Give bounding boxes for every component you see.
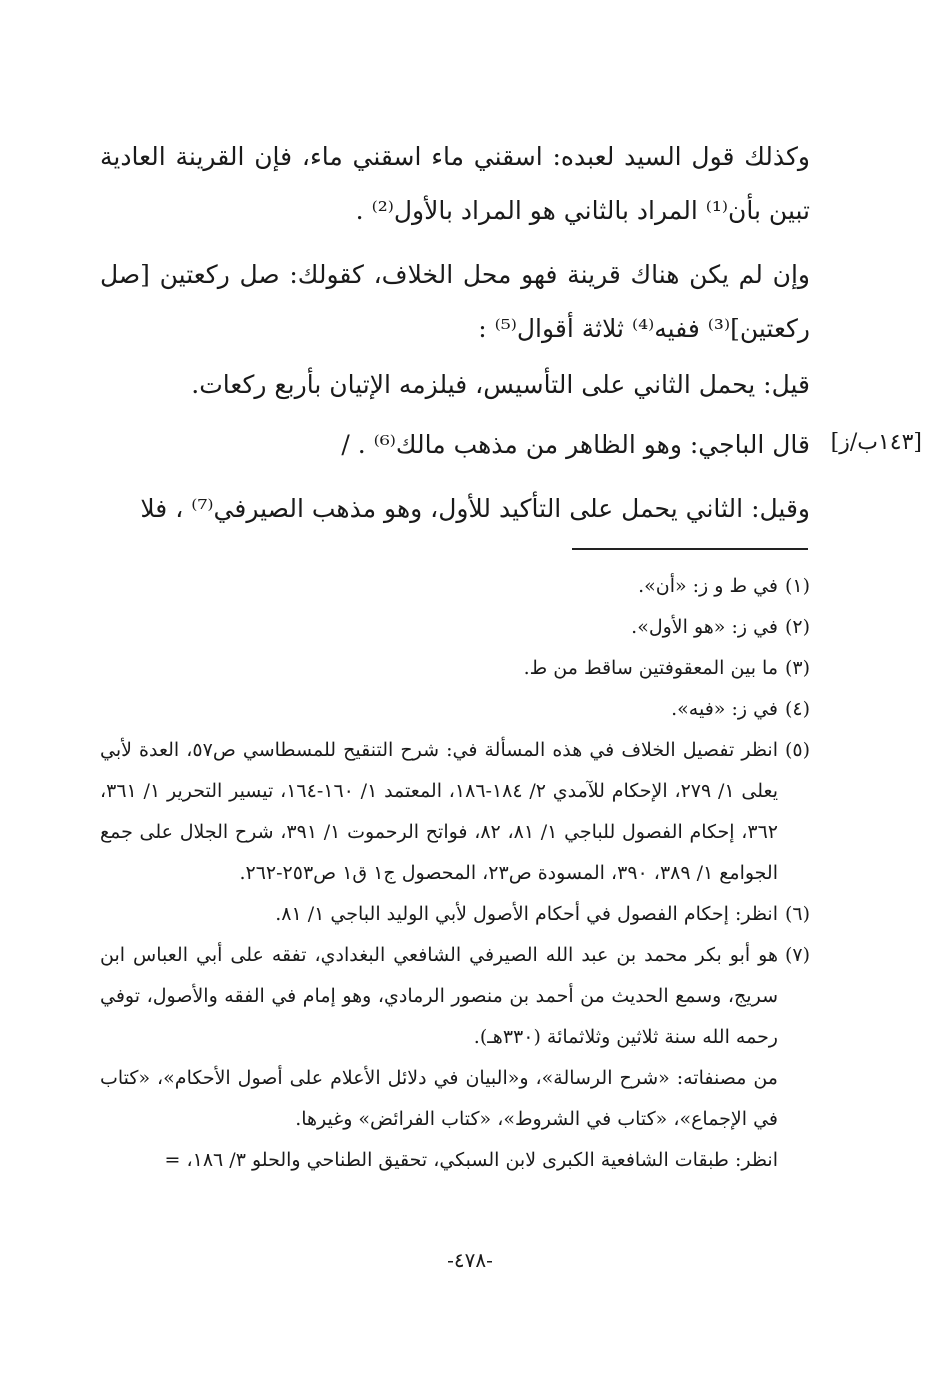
footnote	[100, 730, 810, 894]
footnote-number: (٥)	[784, 739, 810, 761]
footnote-continuation: من مصنفاته: «شرح الرسالة»، و«البيان في دلائل الأعلام على أصول الأحكام»، «كتاب في الإجماع»، «كتاب في الشروط»، «كتاب الفرائض» وغيرها.	[100, 1067, 778, 1130]
main-paragraph-2	[100, 248, 865, 356]
main-paragraph-2-text: وإن لم يكن هناك قرينة فهو محل الخلاف، كقولك: صل ركعتين [صل ركعتين]⁽³⁾ ففيه⁽⁴⁾ ثلاثة أقوال⁽⁵⁾ :	[100, 260, 810, 343]
footnote-number: (١)	[784, 575, 810, 597]
footnote-text: ما بين المعقوفتين ساقط من ط.	[523, 657, 778, 679]
main-paragraph-3-text: قيل: يحمل الثاني على التأسيس، فيلزمه الإتيان بأربع ركعات.	[191, 370, 810, 399]
footnote-text: هو أبو بكر محمد بن عبد الله الصيرفي الشافعي البغدادي، تفقه على أبي العباس ابن سريج، وسمع الحديث من أحمد بن منصور الرمادي، وهو إمام في الفقه والأصول، توفي رحمه الله سنة ثلاثين وثلاثمائة (٣٣٠هـ).	[100, 944, 778, 1048]
footnote	[100, 648, 810, 689]
footnotes-section	[100, 566, 810, 1181]
footnote	[100, 566, 810, 607]
main-paragraph-5-text: وقيل: الثاني يحمل على التأكيد للأول، وهو مذهب الصيرفي⁽⁷⁾ ، فلا	[140, 494, 810, 523]
main-paragraph-1-text: وكذلك قول السيد لعبده: اسقني ماء اسقني ماء، فإن القرينة العادية تبين بأن⁽¹⁾ المراد بالثاني هو المراد بالأول⁽²⁾ .	[100, 142, 810, 225]
page-number: -٤٧٨-	[447, 1248, 493, 1272]
footnote-continuation: انظر: طبقات الشافعية الكبرى لابن السبكي، تحقيق الطناحي والحلو ٣/ ١٨٦، =	[164, 1149, 778, 1171]
margin-manuscript-reference: [١٤٣ب/ز]	[830, 430, 922, 455]
footnote-number: (٦)	[784, 903, 810, 925]
footnote-number: (٧)	[784, 944, 810, 966]
main-paragraph-5	[100, 482, 865, 536]
footnote-number: (٤)	[784, 698, 810, 720]
footnote-text: في ط و ز: «أن».	[638, 575, 778, 597]
footnote-number: (٢)	[784, 616, 810, 638]
footnote	[100, 689, 810, 730]
footnote-text: انظر تفصيل الخلاف في هذه المسألة في: شرح التنقيح للمسطاسي ص٥٧، العدة لأبي يعلى ١/ ٢٧٩، الإحكام للآمدي ٢/ ١٨٤-١٨٦، المعتمد ١/ ١٦٠-١٦٤، تيسير التحرير ١/ ٣٦١، ٣٦٢، إحكام الفصول للباجي ١/ ٨١، ٨٢، فواتح الرحموت ١/ ٣٩١، شرح الجلال على جمع الجوامع ١/ ٣٨٩، ٣٩٠، المسودة ص٢٣، المحصول ج١ ق١ ص٢٥٣-٢٦٢.	[100, 739, 778, 884]
footnote-text: انظر: إحكام الفصول في أحكام الأصول لأبي الوليد الباجي ١/ ٨١.	[275, 903, 778, 925]
main-paragraph-4-text: قال الباجي: وهو الظاهر من مذهب مالك⁽⁶⁾ . /	[341, 430, 810, 459]
footnote	[100, 935, 810, 1058]
footnote	[100, 894, 810, 935]
footnote	[100, 607, 810, 648]
footnote-number: (٣)	[784, 657, 810, 679]
footnote-text: في ز: «فيه».	[671, 698, 778, 720]
footnote-text: في ز: «هو الأول».	[631, 616, 778, 638]
footnote-separator	[572, 548, 808, 550]
main-paragraph-1	[100, 130, 865, 238]
main-paragraph-4	[100, 418, 865, 472]
main-paragraph-3	[100, 358, 865, 412]
